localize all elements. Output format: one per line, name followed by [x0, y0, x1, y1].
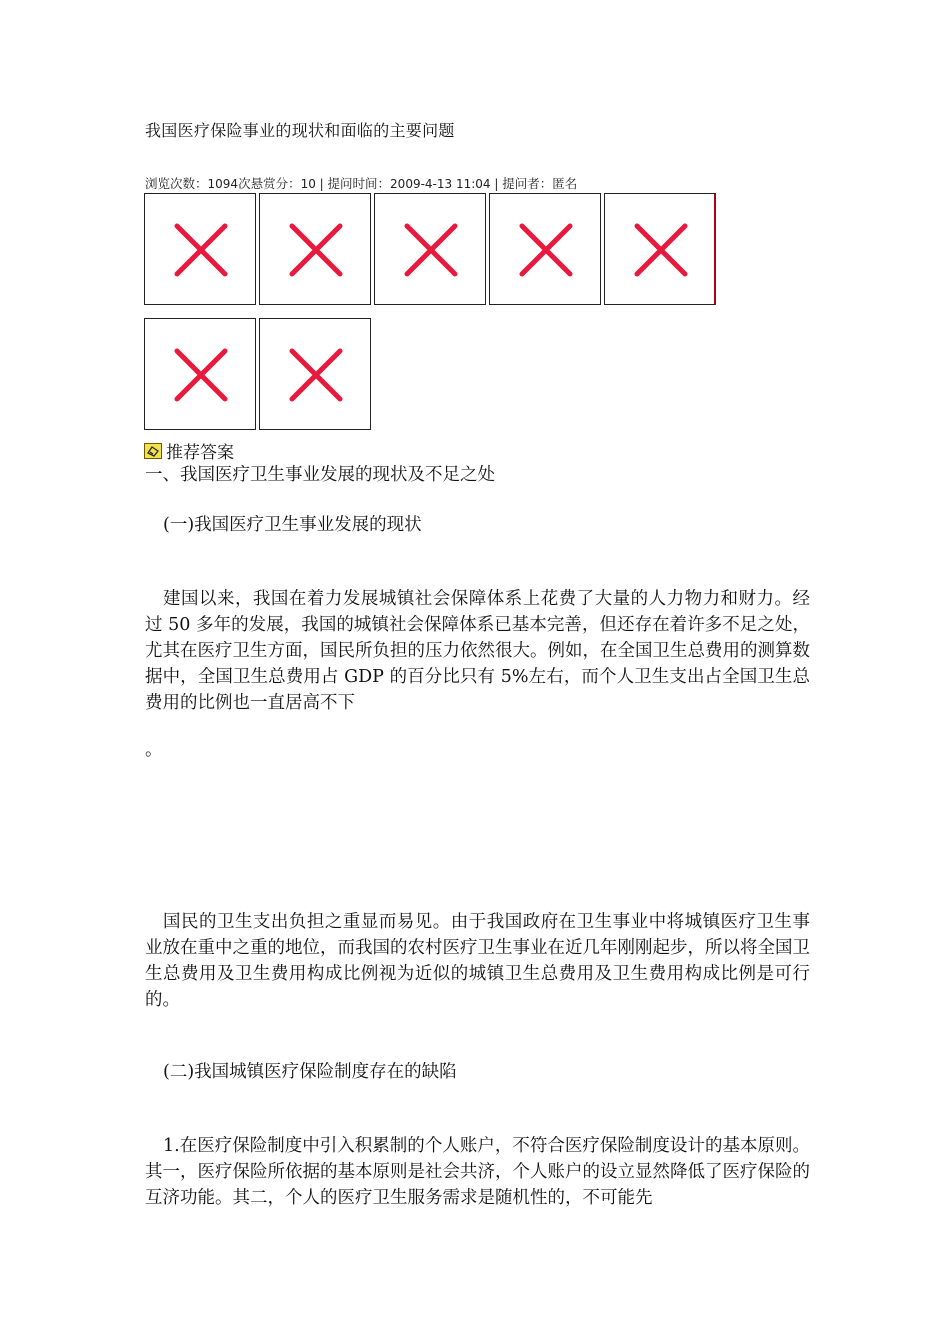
broken-image-5	[604, 193, 716, 305]
broken-image-1	[144, 193, 256, 305]
reward-label: 次悬赏分：	[238, 176, 301, 191]
meta-separator: |	[315, 177, 328, 191]
views-label: 浏览次数：	[145, 176, 208, 191]
section-heading-1: 一、我国医疗卫生事业发展的现状及不足之处	[145, 465, 495, 485]
paragraph-3: 1.在医疗保险制度中引入积累制的个人账户，不符合医疗保险制度设计的基本原则。其一，医疗保险所依据的基本原则是社会共济，个人账户的设立显然降低了医疗保险的互济功能。其二，个人的医疗卫生服务需求是随机性的，不可能先	[145, 1136, 810, 1208]
broken-image-x-icon	[173, 222, 229, 278]
broken-image-x-icon	[403, 222, 459, 278]
views-count: 1094	[207, 177, 239, 191]
broken-image-2	[259, 193, 371, 305]
broken-image-x-icon	[288, 222, 344, 278]
paragraph-1: 建国以来，我国在着力发展城镇社会保障体系上花费了大量的人力物力和财力。经过 50 多年的发展，我国的城镇社会保障体系已基本完善，但还存在着许多不足之处，尤其在医疗卫生方面，国民所负担的压力依然很大。例如，在全国卫生总费用的测算数据中，全国卫生总费用占 GDP 的百分比只有 5%左右，而个人卫生支出占全国卫生总费用的比例也一直居高不下	[145, 589, 810, 713]
broken-image-x-icon	[288, 347, 344, 403]
broken-image-3	[374, 193, 486, 305]
paragraph-2: 国民的卫生支出负担之重显而易见。由于我国政府在卫生事业中将城镇医疗卫生事业放在重中之重的地位，而我国的农村医疗卫生事业在近几年刚刚起步，所以将全国卫生总费用及卫生费用构成比例视为近似的城镇卫生总费用及卫生费用构成比例是可行的。	[145, 912, 810, 1010]
asker-name: 匿名	[552, 176, 578, 191]
time-label: 提问时间：	[327, 176, 391, 191]
question-meta	[145, 174, 577, 192]
broken-image-x-icon	[173, 347, 229, 403]
recommended-answer-header	[144, 438, 234, 463]
recommend-badge-icon	[144, 443, 162, 459]
trailing-period: 。	[145, 740, 163, 760]
page-title: 我国医疗保险事业的现状和面临的主要问题	[145, 121, 455, 140]
broken-image-7	[259, 318, 371, 430]
ask-time: 2009-4-13 11:04	[390, 177, 491, 191]
broken-image-4	[489, 193, 601, 305]
subsection-heading-2: (二)我国城镇医疗保险制度存在的缺陷	[163, 1062, 457, 1082]
reward-value: 10	[300, 177, 316, 191]
meta-separator: |	[490, 177, 503, 191]
broken-image-x-icon	[518, 222, 574, 278]
broken-image-x-icon	[633, 222, 689, 278]
subsection-heading-1: (一)我国医疗卫生事业发展的现状	[163, 515, 422, 535]
broken-image-6	[144, 318, 256, 430]
asker-label: 提问者：	[502, 176, 553, 191]
recommended-answer-label: 推荐答案	[166, 443, 234, 463]
